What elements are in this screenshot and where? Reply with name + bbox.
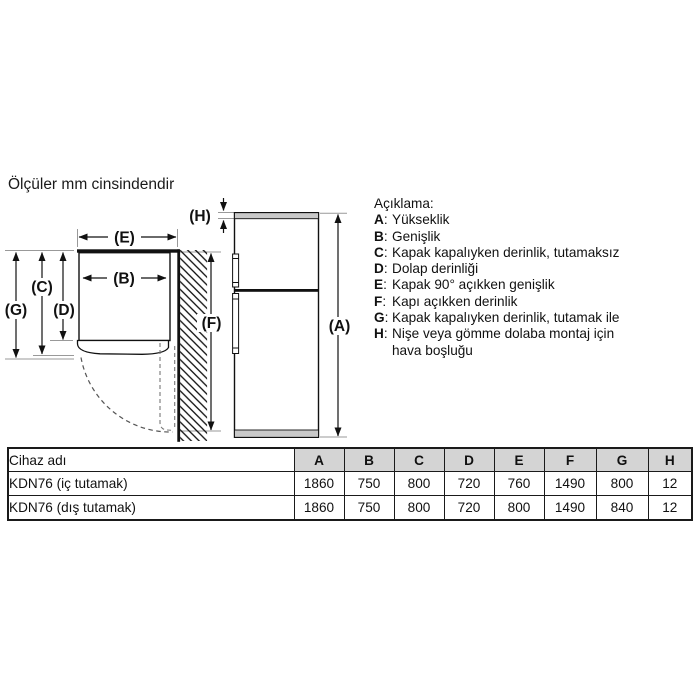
table-cell: 800 [394, 496, 444, 521]
dim-label-c: (C) [31, 279, 53, 296]
fridge-cabinet-outline [79, 253, 170, 341]
table-cell: 720 [444, 472, 494, 496]
dim-e [79, 229, 176, 247]
door-open-dashed [160, 343, 175, 430]
fridge-top-strip [235, 213, 319, 219]
dim-label-g: (G) [4, 302, 28, 319]
table-cell: 720 [444, 496, 494, 521]
table-cell: 750 [344, 472, 394, 496]
table-cell: 840 [596, 496, 648, 521]
table-header-col-b: B [344, 448, 394, 472]
table-cell: 1860 [294, 472, 344, 496]
wall-line [177, 249, 180, 441]
dim-a [324, 215, 355, 437]
fridge-handle-upper [233, 254, 239, 287]
legend-title: Açıklama: [374, 196, 434, 211]
device-name: KDN76 (dış tutamak) [8, 496, 294, 521]
dimension-diagram [0, 190, 370, 448]
legend-item-a: A: Yükseklik [374, 212, 450, 228]
fridge-door-closed [78, 341, 169, 355]
fridge-door-divider [235, 289, 319, 292]
legend-item-g: G: Kapak kapalıyken derinlik, tutamak ile [374, 310, 620, 326]
wall-hatch [180, 250, 207, 441]
fridge-handle-lower [233, 294, 239, 354]
dim-label-h: (H) [189, 208, 211, 225]
wall-section [177, 249, 207, 441]
dim-h [189, 198, 223, 233]
dim-label-b: (B) [113, 270, 135, 288]
device-name: KDN76 (iç tutamak) [8, 472, 294, 496]
legend-item-c: C: Kapak kapalıyken derinlik, tutamaksız [374, 244, 620, 260]
legend [374, 196, 619, 359]
table-cell: 1490 [544, 496, 596, 521]
legend-item-d: D: Dolap derinliği [374, 261, 479, 277]
table-cell: 760 [494, 472, 544, 496]
dim-label-a: (A) [328, 318, 351, 335]
dim-label-f: (F) [201, 315, 222, 332]
table-header-col-f: F [544, 448, 596, 472]
legend-item-e: E: Kapak 90° açıkken genişlik [374, 277, 555, 293]
table-cell: 1860 [294, 496, 344, 521]
fridge-bottom-strip [235, 430, 319, 437]
legend-item-f: F: Kapı açıkken derinlik [374, 293, 518, 309]
table-cell: 800 [596, 472, 648, 496]
table-cell: 12 [648, 496, 692, 521]
table-header-col-a: A [294, 448, 344, 472]
door-swing-arc [81, 358, 173, 433]
table-header-col-c: C [394, 448, 444, 472]
table-cell: 1490 [544, 472, 596, 496]
table-header-col-e: E [494, 448, 544, 472]
table-cell: 12 [648, 472, 692, 496]
table-row [8, 496, 692, 521]
table-header-col-g: G [596, 448, 648, 472]
table-cell: 750 [344, 496, 394, 521]
legend-item-b: B: Genişlik [374, 228, 441, 244]
table-cell: 800 [394, 472, 444, 496]
table-header-row [8, 448, 692, 472]
table-header-col-h: H [648, 448, 692, 472]
dim-label-d: (D) [53, 302, 75, 319]
table-header-col-d: D [444, 448, 494, 472]
table-row [8, 472, 692, 496]
fridge-body [235, 213, 319, 438]
fridge-front-view [233, 213, 319, 438]
dim-g [2, 253, 30, 358]
dimensions-table [7, 447, 693, 521]
table-header-device-name: Cihaz adı [8, 448, 294, 472]
legend-item-h: H: Nişe veya gömme dolaba montaj için hava boşluğu [374, 326, 615, 358]
units-note: Ölçüler mm cinsindendir [8, 176, 175, 193]
table-cell: 800 [494, 496, 544, 521]
dim-label-e: (E) [114, 229, 135, 247]
